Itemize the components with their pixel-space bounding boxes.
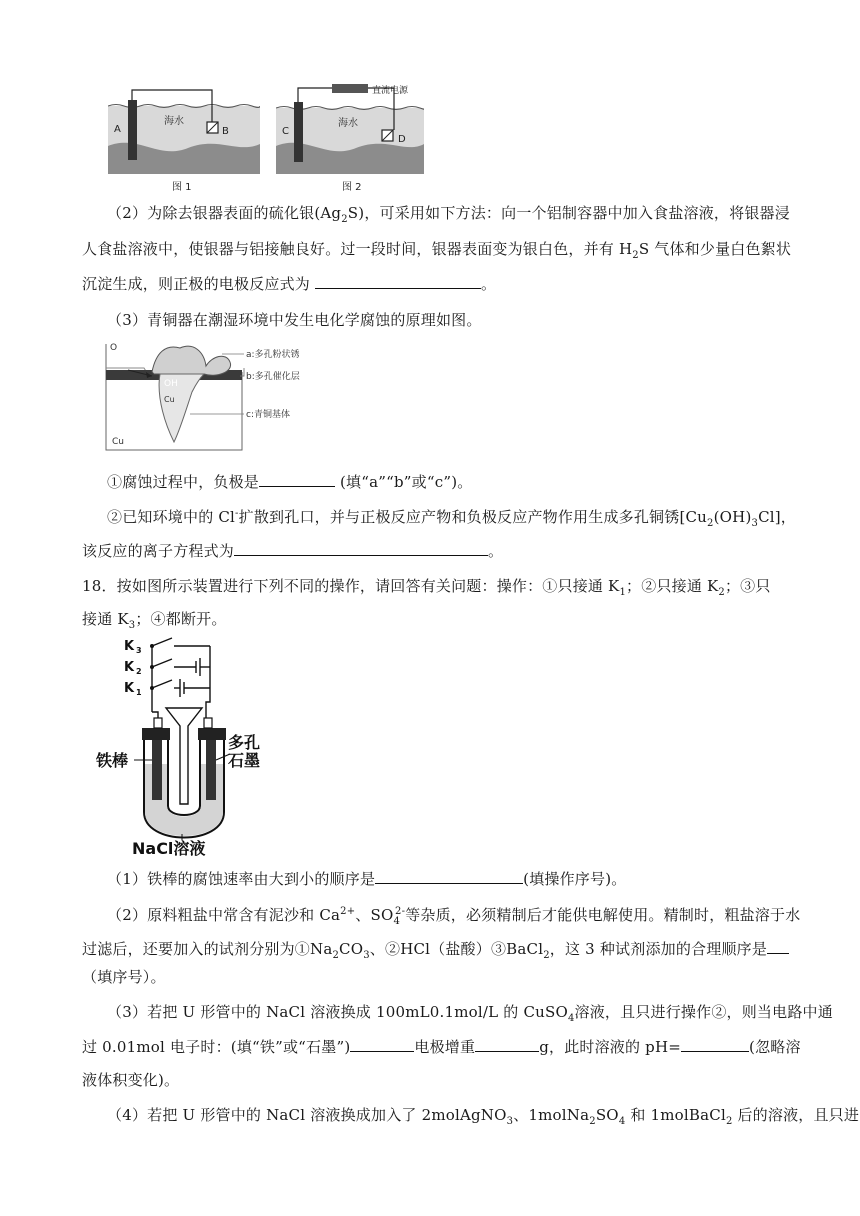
fig2-water: 海水 [338, 118, 358, 129]
q18-line-1: 18．按如图所示装置进行下列不同的操作，请回答有关问题：操作：①只接通 $K_1$；②只接通 $K_2$；③只 [82, 577, 771, 598]
p3-line-3: 液体积变化)。 [82, 1071, 180, 1089]
fig1-water: 海水 [164, 116, 184, 127]
bronze-o2-label: O [110, 343, 118, 353]
iron-rod-label: 铁棒 [96, 751, 129, 770]
answer-blank[interactable] [767, 939, 789, 954]
svg-text:2: 2 [136, 667, 142, 676]
svg-text:1: 1 [136, 688, 142, 697]
answer-blank[interactable] [234, 541, 488, 556]
switch-k2-label: K [124, 660, 135, 675]
figure-2 [276, 82, 424, 194]
p4-line: （4）若把 U 形管中的 NaCl 溶液换成加入了 2molAgNO$_3$、$1molNa_2SO_4$ 和 1molBaCl$_2$ 后的溶液，且只进 [107, 1106, 860, 1127]
fig2-caption: 图 2 [342, 182, 362, 193]
fig1-label-b: B [222, 126, 229, 137]
q18-line-2: 接通 $K_3$；④都断开。 [82, 610, 227, 631]
fig1-label-a: A [114, 124, 121, 135]
answer-blank[interactable] [315, 274, 481, 289]
q3-line-1: （3）青铜器在潮湿环境中发生电化学腐蚀的原理如图。 [107, 311, 482, 329]
bronze-label-a: a:多孔粉状锈 [246, 350, 300, 360]
bronze-corrosion-figure [104, 338, 334, 452]
q3-1-line: ①腐蚀过程中，负极是 (填“a”“b”或“c”)。 [107, 473, 473, 491]
nacl-solution-label: NaCl溶液 [132, 839, 206, 858]
switch-k1-label: K [124, 681, 135, 696]
fig2-power-label: 直流电源 [372, 86, 409, 96]
graphite-label-1: 多孔 [228, 733, 261, 752]
fig2-label-d: D [398, 134, 406, 145]
fig2-label-c: C [282, 126, 289, 137]
electrolysis-cell-figure [96, 636, 286, 858]
graphite-label-2: 石墨 [228, 751, 261, 770]
p2-line-2: 过滤后，还要加入的试剂分别为$①Na_2CO_3$、②HCl（盐酸）③BaCl$_2$，这 3 种试剂添加的合理顺序是 [82, 939, 812, 959]
q3-2-line-1: ②已知环境中的 Cl-扩散到孔口，并与正极反应产物和负极反应产物作用生成多孔铜锈$[Cu_2(OH)_3Cl]$， [107, 508, 796, 529]
switch-k3-label: K [124, 639, 135, 654]
answer-blank[interactable] [681, 1037, 749, 1052]
bronze-oh-label: OH [164, 379, 178, 389]
bronze-label-c: c:青铜基体 [246, 410, 290, 420]
answer-blank[interactable] [259, 472, 335, 487]
bronze-label-b: b:多孔催化层 [246, 372, 300, 382]
q2-line-3: 沉淀生成，则正极的电极反应式为 。 [82, 275, 497, 293]
answer-blank[interactable] [375, 869, 523, 884]
bronze-cu-label: Cu [112, 437, 124, 447]
answer-blank[interactable] [475, 1037, 539, 1052]
p2-line-3: （填序号）。 [82, 968, 166, 986]
p3-line-1: （3）若把 U 形管中的 NaCl 溶液换成 100mL0.1mol/L 的 CuSO$_4$溶液，且只进行操作②，则当电路中通 [107, 1003, 833, 1024]
p1-line: （1）铁棒的腐蚀速率由大到小的顺序是 (填操作序号)。 [107, 870, 627, 888]
q2-line-1: （2）为除去银器表面的硫化银$(Ag_2S)$，可采用如下方法：向一个铝制容器中加入食盐溶液，将银器浸 [107, 204, 790, 225]
fig1-caption: 图 1 [172, 182, 192, 193]
bronze-cu-ion-label: Cu [164, 395, 175, 404]
q3-2-line-2: 该反应的离子方程式为 。 [82, 542, 504, 560]
answer-blank[interactable] [350, 1037, 414, 1052]
svg-text:3: 3 [136, 646, 142, 655]
q2-line-2: 人食盐溶液中，使银器与铝接触良好。过一段时间，银器表面变为银白色，并有 $H_2S$ 气体和少量白色絮状 [82, 240, 792, 261]
figure-1 [108, 84, 260, 194]
p2-line-1: （2）原料粗盐中常含有泥沙和 $Ca^{2+}$、$SO_4^{2-}$等杂质，必须精制后才能供电解使用。精制时，粗盐溶于水 [107, 906, 801, 927]
p3-line-2: 过 0.01mol 电子时：(填“铁”或“石墨”) 电极增重 g，此时溶液的 pH= (忽略溶 [82, 1038, 801, 1056]
